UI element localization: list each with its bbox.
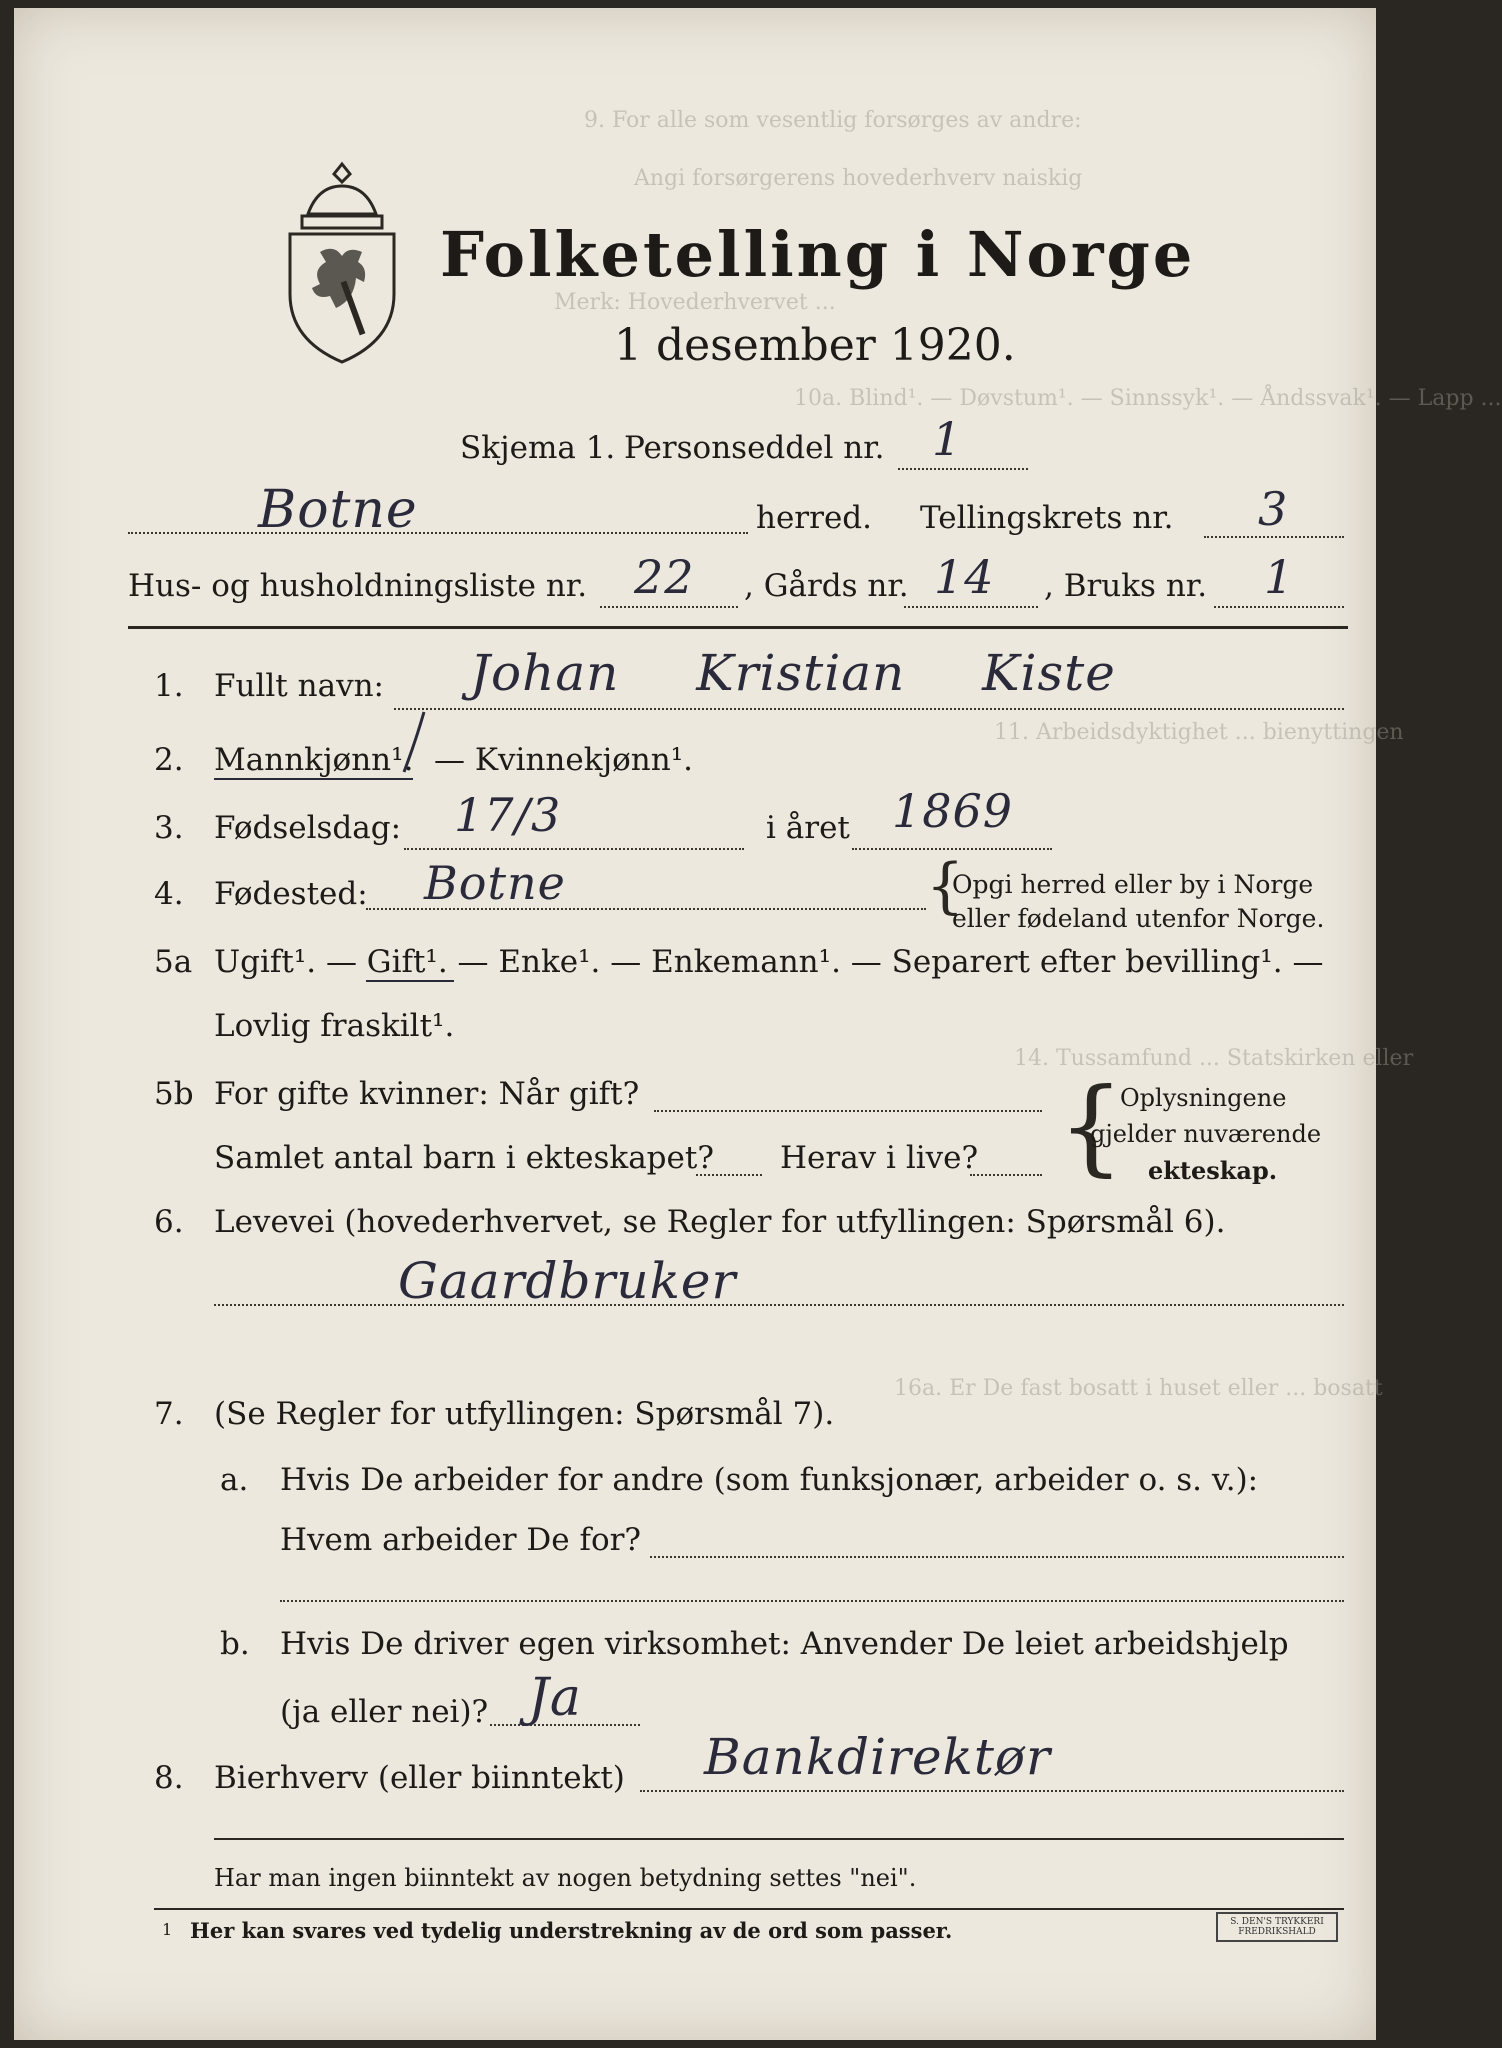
q7b-text: Hvis De driver egen virksomhet: Anvender De leiet arbeidshjelp: [280, 1626, 1289, 1662]
dotted-line: [394, 708, 1344, 710]
tellingskrets-label: Tellingskrets nr.: [920, 500, 1174, 536]
section-rule: [128, 626, 1348, 629]
bruks-label: , Bruks nr.: [1044, 568, 1208, 604]
census-form-page: [14, 8, 1502, 2040]
norwegian-coat-of-arms-icon: [272, 160, 412, 370]
q7-number: 7.: [154, 1396, 184, 1432]
q7a-letter: a.: [220, 1462, 249, 1498]
footnote-text: Her kan svares ved tydelig understrekning av de ord som passer.: [190, 1918, 953, 1943]
q7b-letter: b.: [220, 1626, 250, 1662]
footnote-rule: [154, 1908, 1344, 1910]
ghost-text: 14. Tussamfund ... Statskirken eller: [1014, 1046, 1414, 1071]
q7b-answer-value[interactable]: Ja: [528, 1668, 582, 1728]
q5a-number: 5a: [154, 944, 193, 980]
q3-birthday-value[interactable]: 17/3: [454, 788, 562, 842]
q8-label: Bierhverv (eller biinntekt): [214, 1760, 625, 1796]
dotted-line: [898, 468, 1028, 470]
q7a-employer-label: Hvem arbeider De for?: [280, 1522, 642, 1558]
dotted-line: [1214, 606, 1344, 608]
q7b-yes-no-label: (ja eller nei)?: [280, 1694, 489, 1730]
personseddel-value[interactable]: 1: [932, 412, 963, 466]
ghost-text: 11. Arbeidsdyktighet ... bienyttingen: [994, 720, 1404, 745]
q5b-note-line3: ekteskap.: [1148, 1156, 1278, 1185]
dotted-line: [970, 1174, 1042, 1176]
q5b-number: 5b: [154, 1076, 194, 1112]
hus-label: Hus- og husholdningsliste nr.: [128, 568, 588, 604]
q6-number: 6.: [154, 1204, 184, 1240]
dotted-line: [852, 848, 1052, 850]
footer-note: Har man ingen biinntekt av nogen betydning settes "nei".: [214, 1864, 917, 1892]
dotted-line: [280, 1600, 1344, 1602]
bruks-value[interactable]: 1: [1264, 550, 1295, 604]
q3-year-label: i året: [766, 810, 850, 846]
dotted-line: [696, 1174, 762, 1176]
tellingskrets-value[interactable]: 3: [1258, 482, 1289, 536]
gards-label: , Gårds nr.: [744, 568, 909, 604]
q1-full-name-value[interactable]: Johan Kristian Kiste: [470, 644, 1116, 702]
dotted-line: [600, 606, 738, 608]
q5b-note-line2: gjelder nuværende: [1090, 1120, 1322, 1148]
dotted-line: [650, 1556, 1344, 1558]
dotted-line: [904, 606, 1038, 608]
printer-stamp: S. DEN'S TRYKKERI FREDRIKSHALD: [1216, 1912, 1338, 1942]
q6-label: Levevei (hovederhvervet, se Regler for utfyllingen: Spørsmål 6).: [214, 1204, 1226, 1240]
q6-occupation-value[interactable]: Gaardbruker: [398, 1252, 737, 1310]
ghost-text: 9. For alle som vesentlig forsørges av andre:: [584, 108, 1082, 133]
dotted-line: [654, 1110, 1042, 1112]
q5b-children-alive: Herav i live?: [780, 1140, 979, 1176]
hus-value[interactable]: 22: [634, 550, 695, 604]
q3-label: Fødselsdag:: [214, 810, 402, 846]
dotted-line: [640, 1790, 1344, 1792]
q2-female-option[interactable]: — Kvinnekjønn¹.: [434, 742, 693, 778]
q3-year-value[interactable]: 1869: [892, 784, 1014, 838]
q8-number: 8.: [154, 1760, 184, 1796]
handwritten-mark: [398, 708, 438, 778]
dotted-line: [1204, 536, 1344, 538]
ghost-text: Angi forsørgerens hovederhverv naiskig: [634, 166, 1083, 191]
q5a-marital-options[interactable]: Ugift¹. — Gift¹. — Enke¹. — Enkemann¹. — Separert efter bevilling¹. —: [214, 944, 1324, 980]
q3-number: 3.: [154, 810, 184, 846]
form-title: Folketelling i Norge: [440, 218, 1196, 291]
ghost-text: 10a. Blind¹. — Døvstum¹. — Sinnssyk¹. — Åndssvak¹. — Lapp ...: [794, 386, 1502, 411]
q1-label: Fullt navn:: [214, 668, 384, 704]
schema-label: Skjema 1.: [460, 430, 616, 466]
dotted-line: [214, 1304, 1344, 1306]
herred-label: herred.: [756, 500, 872, 536]
ghost-text: Merk: Hovederhvervet ...: [554, 290, 836, 315]
q5a-divorced-option[interactable]: Lovlig fraskilt¹.: [214, 1008, 455, 1044]
q7a-text: Hvis De arbeider for andre (som funksjonær, arbeider o. s. v.):: [280, 1462, 1259, 1498]
dotted-line: [404, 848, 744, 850]
q4-note-line1: Opgi herred eller by i Norge: [952, 870, 1314, 899]
personseddel-label: Personseddel nr.: [624, 430, 885, 466]
q1-number: 1.: [154, 668, 184, 704]
herred-value[interactable]: Botne: [258, 480, 418, 540]
brace: {: [926, 851, 965, 921]
gift-underline: [366, 980, 454, 982]
gards-value[interactable]: 14: [934, 550, 995, 604]
census-date: 1 desember 1920.: [614, 320, 1016, 371]
brace: {: [1058, 1065, 1125, 1187]
footer-rule: [214, 1838, 1344, 1840]
q8-side-income-value[interactable]: Bankdirektør: [704, 1728, 1051, 1786]
q5b-married-when: For gifte kvinner: Når gift?: [214, 1076, 640, 1112]
q4-note-line2: eller fødeland utenfor Norge.: [952, 904, 1325, 933]
q2-number: 2.: [154, 742, 184, 778]
q4-label: Fødested:: [214, 876, 368, 912]
ghost-text: 16a. Er De fast bosatt i huset eller ... bosatt: [894, 1376, 1383, 1401]
footnote-mark: 1: [162, 1920, 173, 1939]
q5b-children-total: Samlet antal barn i ekteskapet?: [214, 1140, 714, 1176]
q7-label: (Se Regler for utfyllingen: Spørsmål 7).: [214, 1396, 835, 1432]
q4-number: 4.: [154, 876, 184, 912]
q4-birthplace-value[interactable]: Botne: [424, 856, 566, 910]
q2-male-option[interactable]: Mannkjønn¹.: [214, 742, 414, 778]
dotted-line: [128, 532, 748, 534]
q5b-note-line1: Oplysningene: [1120, 1084, 1287, 1112]
